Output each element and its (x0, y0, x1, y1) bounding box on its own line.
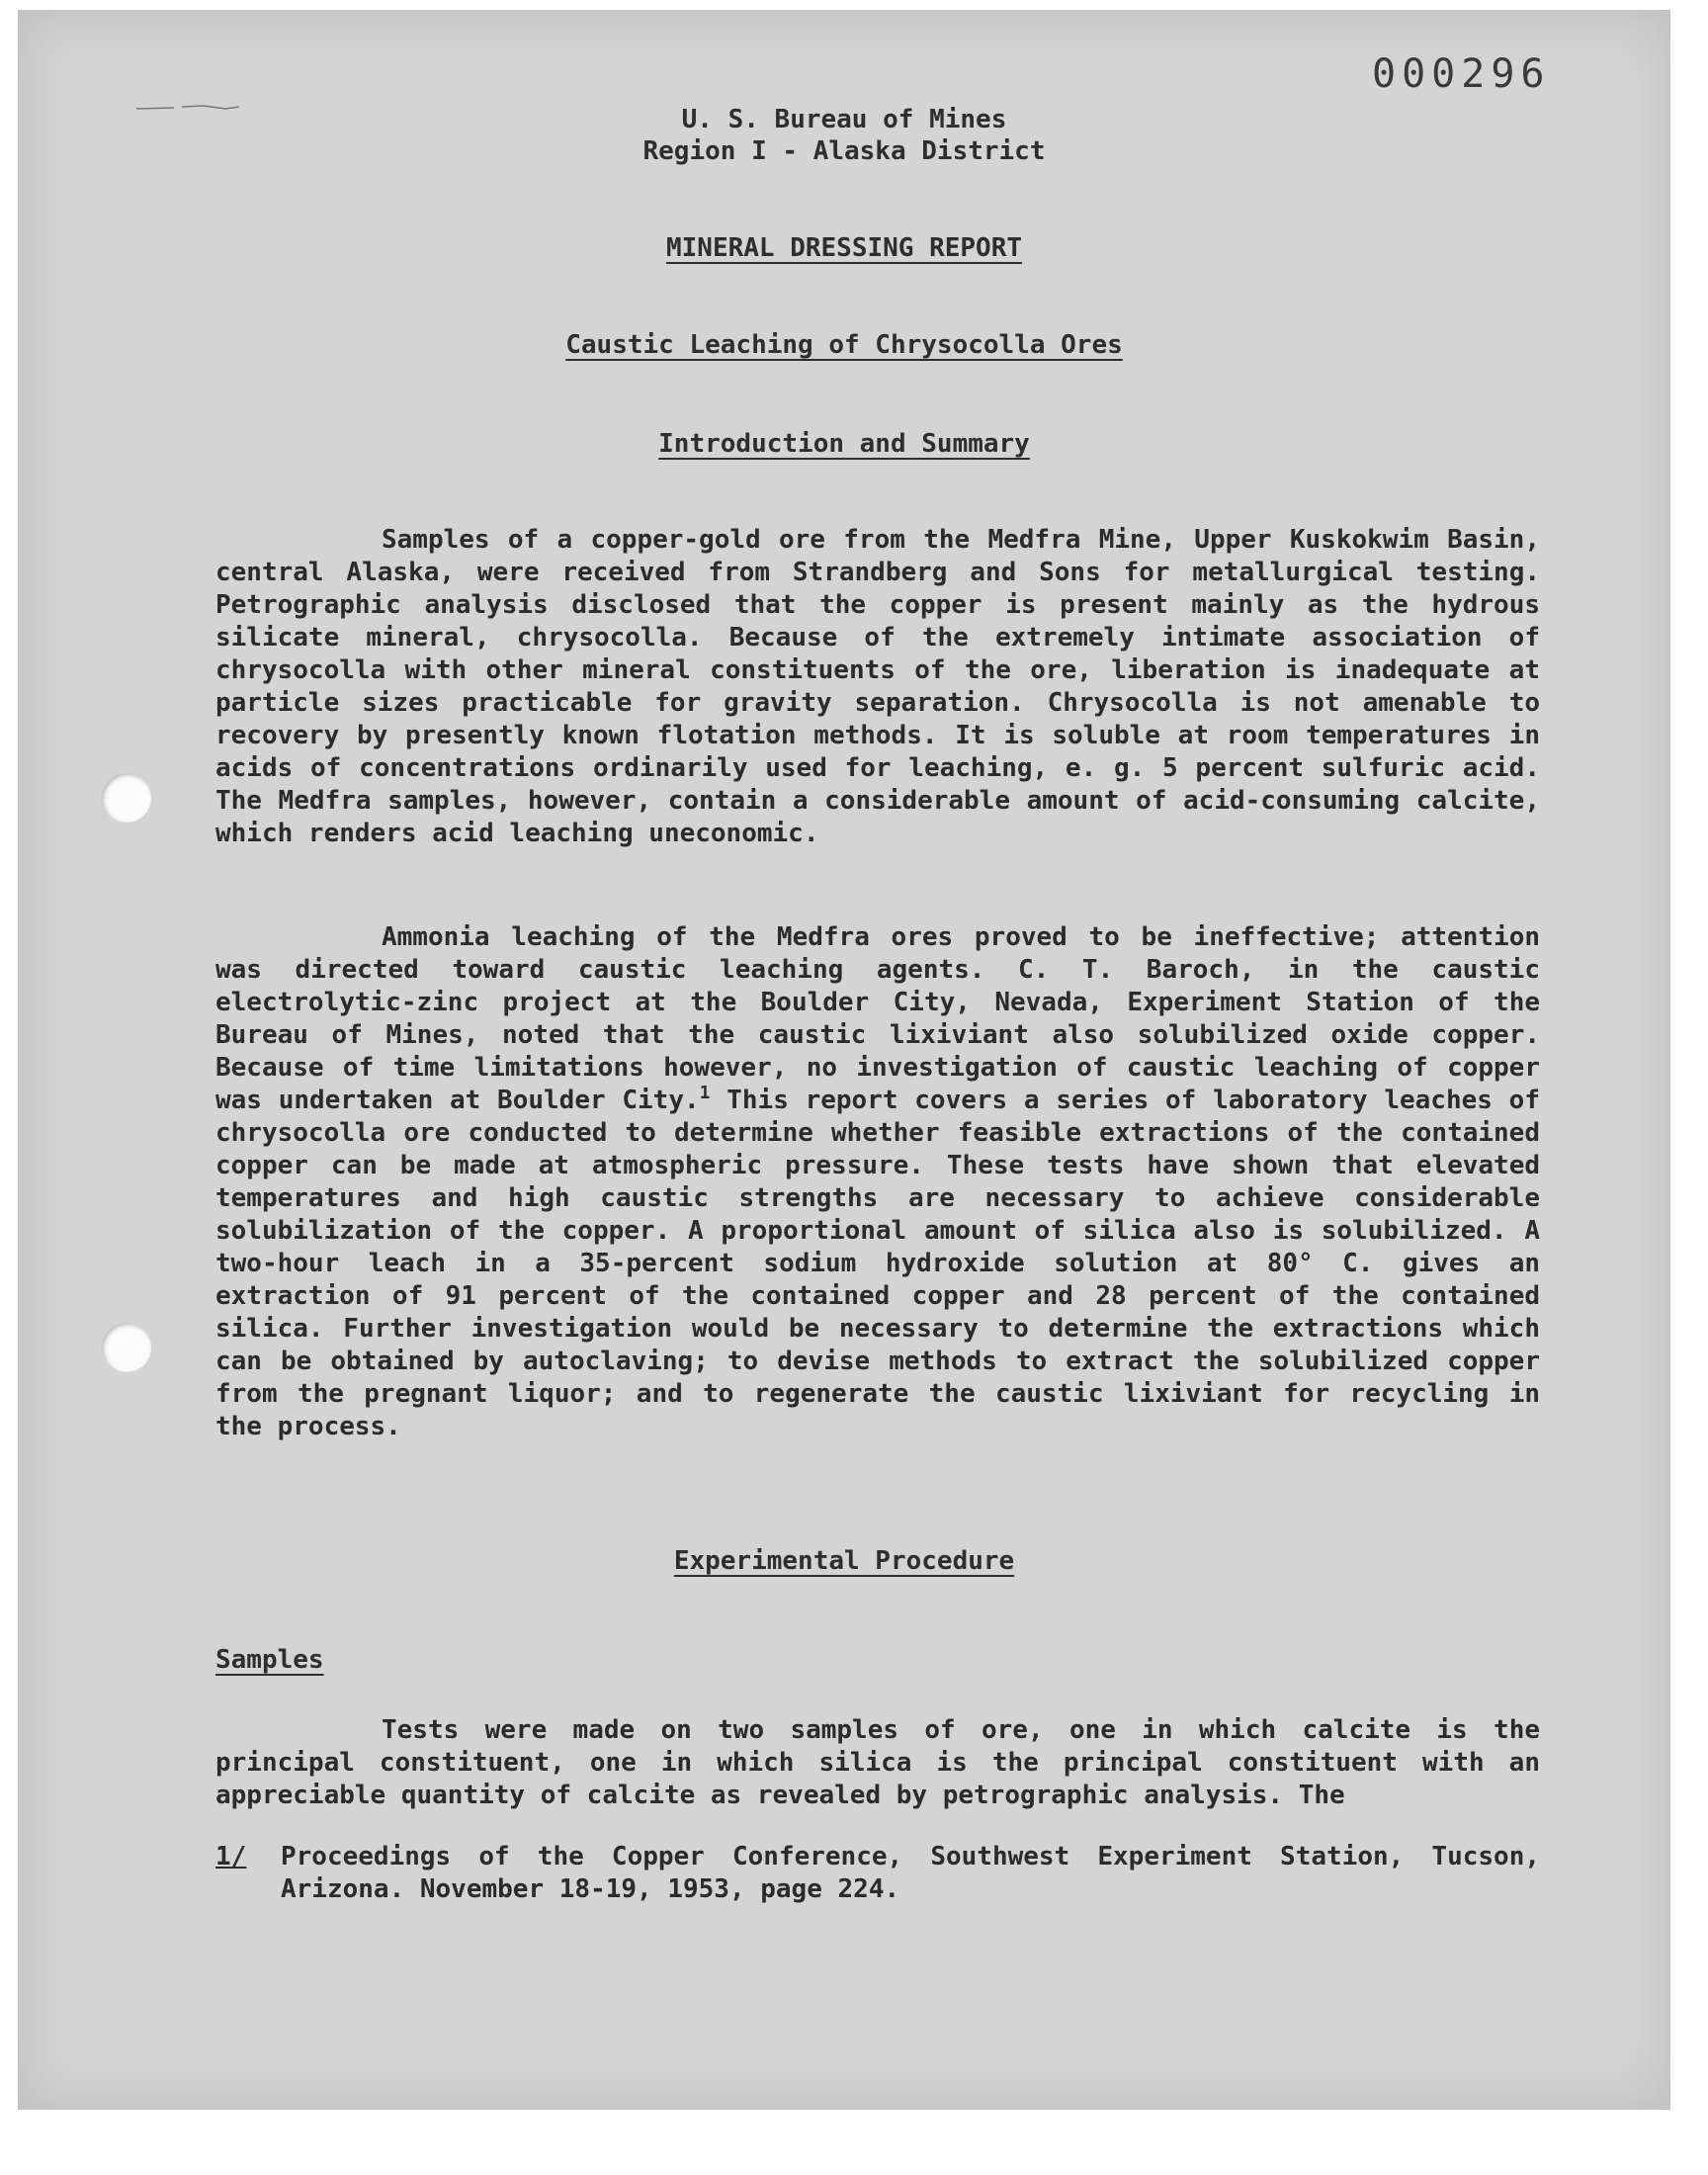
experimental-heading: Experimental Procedure (673, 1546, 1015, 1576)
region-name: Region I - Alaska District (642, 136, 1046, 166)
punch-hole-lower (102, 1323, 151, 1372)
intro-paragraph-1: Samples of a copper-gold ore from the Medfra Mine, Upper Kuskokwim Basin, central Alaska, were received from Strandberg and Sons for metallurgical testing. Petrographic analysis disclosed that the copper is present mainly as the hydrous silicate mineral, chrysocolla. Because of the extremely intimate association of chrysocolla with other mineral constituents of the ore, liberation is inadequate at particle sizes practicable for gravity separation. Chrysocolla is not amenable to recovery by presently known flotation methods. It is soluble at room temperatures in acids of concentrations ordinarily used for leaching, e. g. 5 percent sulfuric acid. The Medfra samples, however, contain a considerable amount of acid-consuming calcite, which renders acid leaching uneconomic. (215, 525, 1540, 848)
agency-name: U. S. Bureau of Mines (681, 105, 1007, 134)
document-page (18, 10, 1670, 2110)
punch-hole-upper (102, 773, 151, 823)
report-title: Caustic Leaching of Chrysocolla Ores (565, 330, 1123, 360)
footnote-text: Proceedings of the Copper Conference, Southwest Experiment Station, Tucson, Arizona. November 18-19, 1953, page 224. (281, 1842, 1540, 1904)
scan-margin (0, 2110, 1708, 2175)
intro-paragraph-2-text-a: Ammonia leaching of the Medfra ores proved to be ineffective; attention was directed toward caustic leaching agents. C. T. Baroch, in the caustic electrolytic-zinc project at the Boulder City, Nevada, Experiment Station of the Bureau of Mines, noted that the caustic lixiviant also solubilized oxide copper. Because of time limitations however, no investigation of caustic leaching of copper was undertaken at Boulder City. (215, 922, 1540, 1115)
intro-paragraph-2 (215, 921, 1540, 1443)
page-stamp-number: 000296 (1372, 51, 1551, 97)
footnote-marker: 1/ (215, 1842, 247, 1871)
footnote-reference: 1 (699, 1083, 711, 1103)
report-type-heading: MINERAL DRESSING REPORT (665, 233, 1023, 263)
samples-heading: Samples (215, 1645, 324, 1675)
intro-paragraph-2-text-b: This report covers a series of laboratory leaches of chrysocolla ore conducted to determine whether feasible extractions of the contained copper can be made at atmospheric pressure. These tests have shown that elevated temperatures and high caustic strengths are necessary to achieve considerable solubilization of the copper. A proportional amount of silica also is solubilized. A two-hour leach in a 35-percent sodium hydroxide solution at 80° C. gives an extraction of 91 percent of the contained copper and 28 percent of the contained silica. Further investigation would be necessary to determine the extractions which can be obtained by autoclaving; to devise methods to extract the solubilized copper from the pregnant liquor; and to regenerate the caustic lixiviant for recycling in the process. (215, 1086, 1540, 1441)
intro-heading: Introduction and Summary (658, 429, 1030, 459)
samples-paragraph: Tests were made on two samples of ore, one in which calcite is the principal constituent, one in which silica is the principal constituent with an appreciable quantity of calcite as revealed by petrographic analysis. The (215, 1715, 1540, 1810)
